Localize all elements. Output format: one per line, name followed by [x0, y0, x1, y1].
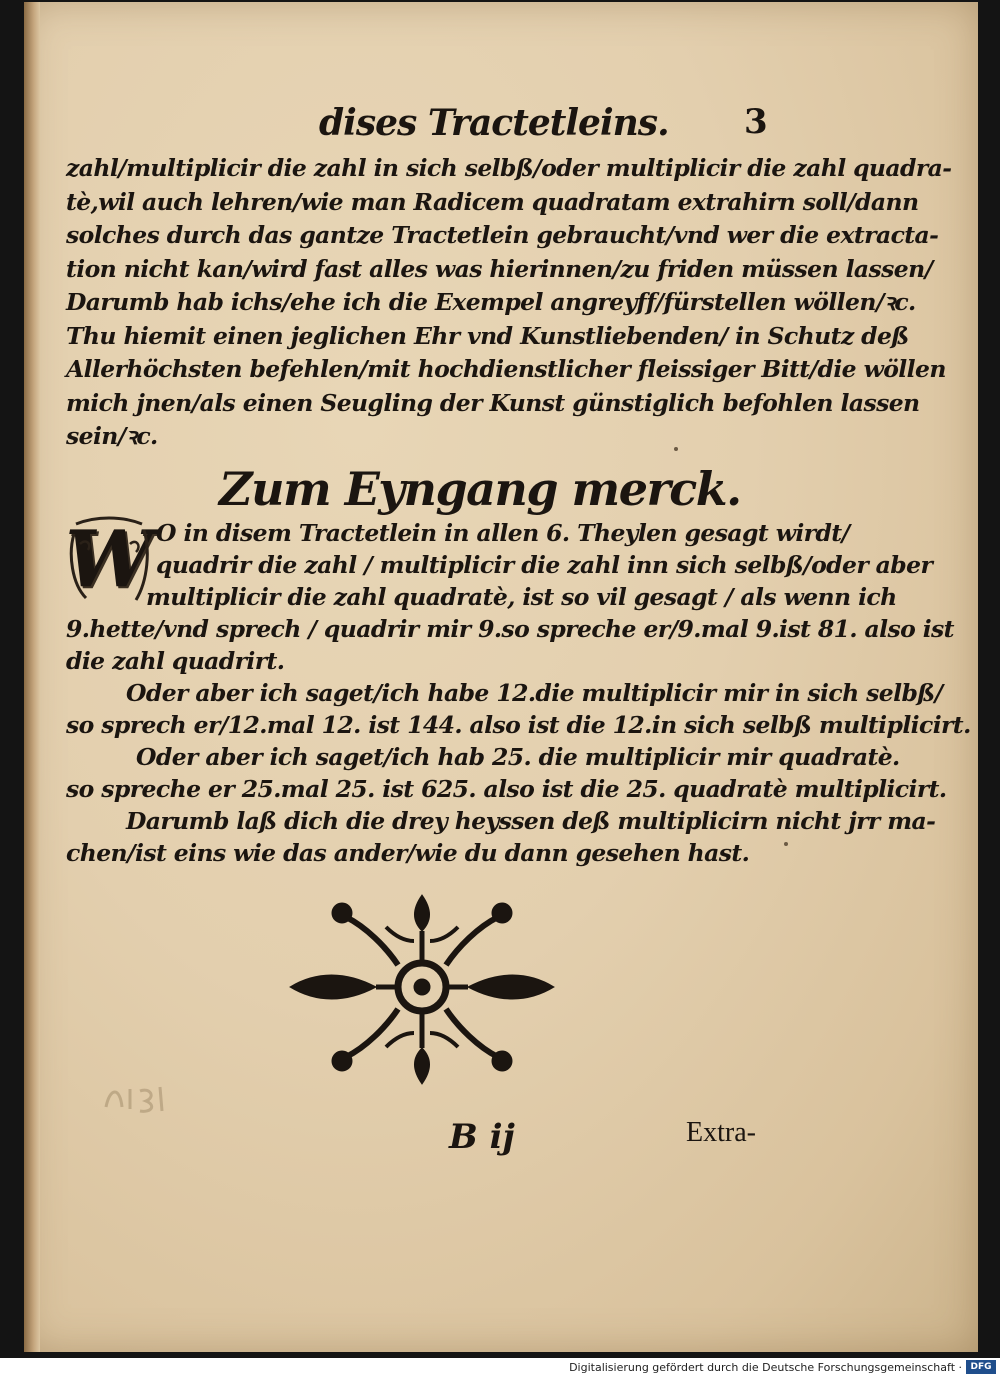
text-line: Darumb hab ichs/ehe ich die Exempel angreyff/fürstellen wöllen/ꝛc.	[66, 288, 916, 316]
drop-cap-letter: W	[65, 514, 153, 605]
text-line: Darumb laß dich die drey heyssen deß multiplicirn nicht jrr ma-	[126, 807, 936, 835]
text-line: multiplicir die zahl quadratè, ist so vil gesagt / als wenn ich	[146, 583, 897, 611]
text-line: Oder aber ich saget/ich hab 25. die multiplicir mir quadratè.	[136, 743, 900, 771]
text-line: O in disem Tractetlein in allen 6. Theylen gesagt wirdt/	[156, 519, 850, 547]
text-line: sein/ꝛc.	[66, 422, 158, 450]
footer-credit-text: Digitalisierung gefördert durch die Deutsche Forschungsgemeinschaft ·	[569, 1361, 962, 1374]
text-line: tion nicht kan/wird fast alles was hierinnen/zu friden müssen lassen/	[66, 254, 933, 283]
catchword: Extra-	[686, 1117, 756, 1148]
printers-flower-ornament-icon	[286, 887, 558, 1092]
footer-bar	[0, 1358, 1000, 1378]
text-line: die zahl quadrirt.	[66, 647, 285, 675]
text-line: so sprech er/12.mal 12. ist 144. also ist die 12.in sich selbß multiplicirt.	[66, 711, 971, 739]
text-line: solches durch das gantze Tractetlein gebraucht/vnd wer die extracta-	[66, 221, 939, 249]
running-title: dises Tractetleins.	[319, 102, 669, 144]
stamp-mark-icon	[100, 1077, 170, 1117]
dfg-logo-icon: DFG	[966, 1360, 996, 1374]
text-line: quadrir die zahl / multiplicir die zahl inn sich selbß/oder aber	[156, 551, 933, 579]
book-page	[24, 2, 978, 1352]
running-head	[294, 102, 768, 152]
paper-speck	[784, 842, 788, 846]
faint-library-stamp	[100, 1077, 170, 1117]
page-binding-edge	[24, 2, 40, 1352]
text-line: Thu hiemit einen jeglichen Ehr vnd Kunstliebenden/ in Schutz deß	[66, 321, 909, 350]
paper-speck	[674, 447, 678, 451]
text-line: so spreche er 25.mal 25. ist 625. also ist die 25. quadratè multiplicirt.	[66, 775, 947, 803]
text-line: mich jnen/als einen Seugling der Kunst günstiglich befohlen lassen	[66, 388, 920, 417]
text-line: chen/ist eins wie das ander/wie du dann gesehen hast.	[66, 839, 750, 867]
text-line: zahl/multiplicir die zahl in sich selbß/oder multiplicir die zahl quadra-	[66, 154, 952, 182]
signature-mark: B ij	[449, 1117, 515, 1157]
text-line: Allerhöchsten befehlen/mit hochdienstlicher fleissiger Bitt/die wöllen	[66, 355, 946, 383]
body-text-top	[66, 152, 952, 454]
text-line: Oder aber ich saget/ich habe 12.die multiplicir mir in sich selbß/	[126, 679, 943, 707]
text-line: tè,wil auch lehren/wie man Radicem quadratam extrahirn soll/dann	[66, 187, 919, 216]
section-body-text	[65, 514, 971, 869]
page-number: 3	[744, 102, 768, 142]
section-heading: Zum Eyngang merck.	[219, 462, 741, 516]
text-line: 9.hette/vnd sprech / quadrir mir 9.so spreche er/9.mal 9.ist 81. also ist	[66, 615, 954, 643]
